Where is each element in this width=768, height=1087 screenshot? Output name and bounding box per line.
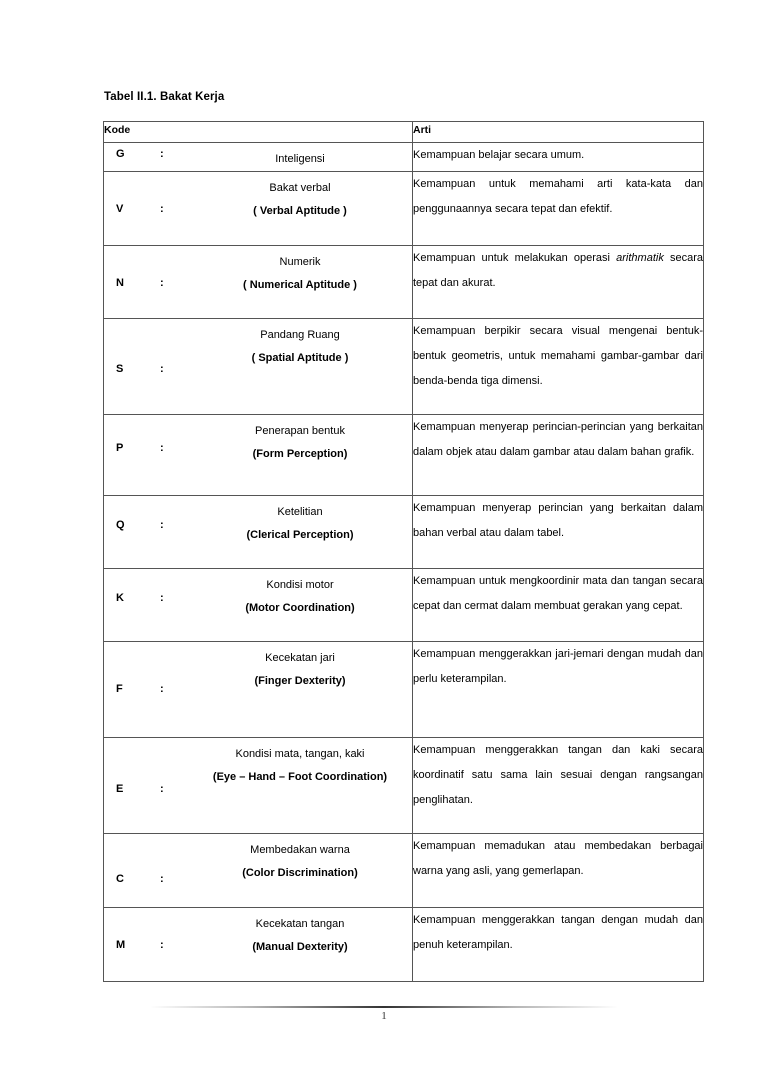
cell-arti [413, 496, 704, 569]
aptitude-name-en: (Eye – Hand – Foot Coordination) [212, 771, 388, 783]
code-letter: Q [116, 519, 125, 531]
code-colon: : [160, 442, 164, 454]
aptitude-meaning: Kemampuan menggerakkan tangan dan kaki secara koordinatif satu sama lain sesuai dengan rangsangan penglihatan. [413, 744, 703, 806]
table-row [104, 834, 704, 908]
aptitude-name-id: Kondisi mata, tangan, kaki [235, 748, 365, 760]
aptitude-name-id: Inteligensi [275, 153, 325, 165]
cell-kode [104, 415, 413, 496]
kode-names [104, 569, 412, 620]
kode-names [104, 496, 412, 547]
code-letter: C [116, 873, 124, 885]
aptitude-name-en: (Clerical Perception) [246, 529, 354, 541]
table-row [104, 569, 704, 642]
aptitude-meaning: Kemampuan menyerap perincian-perincian yang berkaitan dalam objek atau dalam gambar atau dalam bahan grafik. [413, 421, 703, 458]
page-title: Tabel II.1. Bakat Kerja [104, 91, 225, 103]
table-row [104, 246, 704, 319]
aptitude-meaning: Kemampuan belajar secara umum. [413, 149, 585, 161]
aptitude-name-id: Ketelitian [277, 506, 323, 518]
cell-arti [413, 642, 704, 738]
aptitude-name-id: Penerapan bentuk [255, 425, 345, 437]
kode-inner [104, 738, 412, 833]
table-row [104, 415, 704, 496]
aptitude-name-en: ( Spatial Aptitude ) [251, 352, 349, 364]
aptitude-meaning: Kemampuan untuk melakukan operasi arithmatik secara tepat dan akurat. [413, 252, 703, 289]
aptitude-name-id: Numerik [279, 256, 321, 268]
table-body [104, 143, 704, 982]
cell-arti [413, 246, 704, 319]
column-header-arti: Arti [413, 122, 704, 143]
column-header-kode: Kode [104, 122, 413, 143]
cell-kode [104, 642, 413, 738]
kode-inner [104, 246, 412, 318]
code-colon: : [160, 683, 164, 695]
code-letter: M [116, 939, 126, 951]
aptitude-name-en: ( Numerical Aptitude ) [243, 279, 357, 291]
kode-names [104, 834, 412, 885]
kode-names [104, 319, 412, 370]
aptitude-name-en: (Manual Dexterity) [252, 941, 348, 953]
table-row [104, 496, 704, 569]
cell-kode [104, 738, 413, 834]
aptitude-name-en: (Color Discrimination) [242, 867, 358, 879]
aptitude-meaning: Kemampuan menggerakkan jari-jemari dengan mudah dan perlu keterampilan. [413, 648, 703, 685]
kode-names [104, 143, 412, 171]
kode-inner [104, 172, 412, 245]
cell-kode [104, 143, 413, 172]
code-colon: : [160, 363, 164, 375]
cell-kode [104, 172, 413, 246]
table-row [104, 172, 704, 246]
kode-inner [104, 496, 412, 568]
aptitude-name-id: Kondisi motor [266, 579, 334, 591]
cell-arti [413, 143, 704, 172]
code-colon: : [160, 873, 164, 885]
code-letter: K [116, 592, 124, 604]
aptitude-meaning: Kemampuan menyerap perincian yang berkaitan dalam bahan verbal atau dalam tabel. [413, 502, 703, 539]
footer-divider [150, 1006, 618, 1008]
cell-arti [413, 738, 704, 834]
cell-kode [104, 569, 413, 642]
kode-inner [104, 143, 412, 171]
kode-inner [104, 908, 412, 981]
code-letter: E [116, 783, 124, 795]
cell-kode [104, 319, 413, 415]
kode-inner [104, 834, 412, 907]
code-letter: P [116, 442, 124, 454]
kode-inner [104, 569, 412, 641]
kode-names [104, 415, 412, 466]
cell-arti [413, 415, 704, 496]
table-row [104, 319, 704, 415]
cell-arti [413, 569, 704, 642]
aptitude-meaning: Kemampuan menggerakkan tangan dengan mudah dan penuh keterampilan. [413, 914, 703, 951]
code-colon: : [160, 783, 164, 795]
aptitude-name-en: ( Verbal Aptitude ) [253, 205, 347, 217]
code-colon: : [160, 592, 164, 604]
table-row [104, 908, 704, 982]
code-colon: : [160, 148, 164, 160]
table-row [104, 143, 704, 172]
code-colon: : [160, 203, 164, 215]
aptitude-meaning: Kemampuan untuk memahami arti kata-kata dan penggunaannya secara tepat dan efektif. [413, 178, 703, 215]
code-colon: : [160, 519, 164, 531]
cell-arti [413, 908, 704, 982]
table-header-row [104, 122, 704, 143]
kode-names [104, 172, 412, 223]
code-letter: S [116, 363, 124, 375]
cell-arti [413, 834, 704, 908]
cell-arti [413, 319, 704, 415]
aptitude-name-id: Bakat verbal [269, 182, 331, 194]
table-header [104, 122, 704, 143]
cell-kode [104, 496, 413, 569]
kode-names [104, 908, 412, 959]
kode-names [104, 738, 412, 789]
aptitude-name-en: (Finger Dexterity) [254, 675, 346, 687]
code-colon: : [160, 277, 164, 289]
aptitude-meaning: Kemampuan memadukan atau membedakan berbagai warna yang asli, yang gemerlapan. [413, 840, 703, 877]
kode-inner [104, 415, 412, 495]
table-row [104, 642, 704, 738]
code-colon: : [160, 939, 164, 951]
code-letter: G [116, 148, 125, 160]
code-letter: V [116, 203, 124, 215]
code-letter: N [116, 277, 124, 289]
cell-kode [104, 246, 413, 319]
page-number: 1 [381, 1010, 387, 1022]
kode-names [104, 642, 412, 693]
aptitude-name-en: (Form Perception) [252, 448, 348, 460]
bakat-kerja-table [103, 121, 704, 982]
kode-inner [104, 642, 412, 737]
cell-arti [413, 172, 704, 246]
aptitude-name-en: (Motor Coordination) [245, 602, 355, 614]
code-letter: F [116, 683, 123, 695]
kode-inner [104, 319, 412, 414]
aptitude-name-id: Kecekatan tangan [255, 918, 345, 930]
aptitude-meaning: Kemampuan berpikir secara visual mengenai bentuk-bentuk geometris, untuk memahami gambar-gambar dari benda-benda tiga dimensi. [413, 325, 703, 387]
cell-kode [104, 908, 413, 982]
aptitude-name-id: Kecekatan jari [265, 652, 335, 664]
aptitude-name-id: Membedakan warna [250, 844, 350, 856]
aptitude-name-id: Pandang Ruang [260, 329, 340, 341]
cell-kode [104, 834, 413, 908]
kode-names [104, 246, 412, 297]
aptitude-meaning: Kemampuan untuk mengkoordinir mata dan tangan secara cepat dan cermat dalam membuat gerakan yang cepat. [413, 575, 703, 612]
table-row [104, 738, 704, 834]
